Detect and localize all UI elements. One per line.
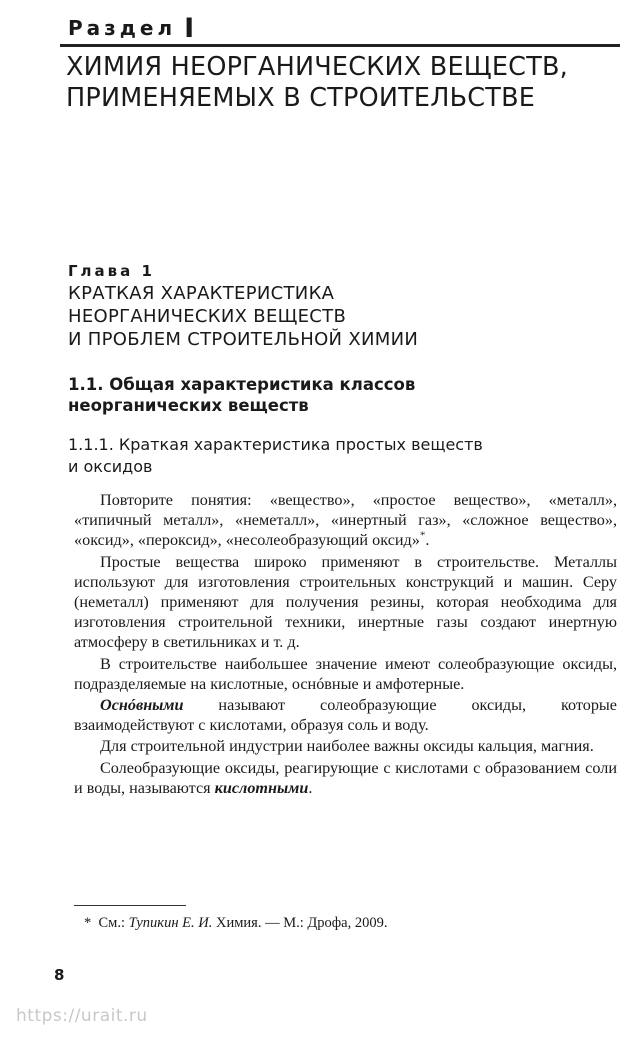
section-title — [66, 52, 621, 114]
chapter-label: Глава 1 — [68, 262, 155, 280]
paragraph: Для строительной индустрии наиболее важны оксиды кальция, магния. — [100, 737, 594, 756]
watermark: https://urait.ru — [16, 1006, 148, 1026]
term-emphasis: Оснóвными — [100, 696, 184, 715]
footnote-reference: * — [419, 530, 426, 543]
footnote-author: Тупикин Е. И. — [128, 915, 213, 931]
paragraph: Простые вещества широко применяют в строительстве. Металлы используют для изготовления строительных конструкций и машин. Серу (неметалл) применяют для получения резины, которая необходима для изготовления строительной техники, инертные газы создают инертную атмосферу в светильниках и т. д. — [74, 552, 617, 652]
section-title-line: ХИМИЯ НЕОРГАНИЧЕСКИХ ВЕЩЕСТВ, — [66, 52, 568, 82]
chapter-title — [68, 282, 568, 351]
chapter-title-line: КРАТКАЯ ХАРАКТЕРИСТИКА — [68, 283, 335, 304]
subsubsection-heading-line: и оксидов — [68, 457, 153, 476]
paragraph: Оснóвными называют солеобразующие оксиды, которые взаимодействуют с кислотами, образуя соль и воду. — [74, 696, 617, 735]
subsubsection-heading-line: 1.1.1. Краткая характеристика простых веществ — [68, 435, 483, 454]
footnote-mark: * — [84, 915, 92, 931]
footnote-divider — [74, 905, 186, 906]
subsection-heading-line: неорганических веществ — [68, 396, 309, 415]
paragraph: В строительстве наибольшее значение имеют солеобразующие оксиды, подразделяемые на кислотные, оснóвные и амфотерные. — [74, 654, 617, 693]
section-title-line: ПРИМЕНЯЕМЫХ В СТРОИТЕЛЬСТВЕ — [66, 83, 536, 113]
section-number: I — [184, 13, 195, 44]
body-text — [74, 490, 617, 799]
chapter-title-line: НЕОРГАНИЧЕСКИХ ВЕЩЕСТВ — [68, 306, 347, 327]
paragraph: Повторите понятия: «вещество», «простое вещество», «металл», «типичный металл», «неметалл», «инертный газ», «сложное вещество», «оксид», «пероксид», «несолеобразующий оксид»*. — [74, 491, 617, 550]
page-number: 8 — [54, 966, 65, 984]
section-divider — [60, 44, 620, 47]
subsubsection-heading — [68, 434, 588, 478]
subsection-heading — [68, 374, 568, 416]
footnote: * См.: Тупикин Е. И. Химия. — М.: Дрофа, 2009. — [84, 915, 388, 931]
paragraph: Солеобразующие оксиды, реагирующие с кислотами с образованием соли и воды, называются кислотными. — [74, 758, 617, 797]
section-label-text: Раздел — [68, 16, 177, 40]
section-label — [68, 11, 194, 42]
term-emphasis: кислотными — [214, 778, 309, 797]
chapter-title-line: И ПРОБЛЕМ СТРОИТЕЛЬНОЙ ХИМИИ — [68, 329, 419, 350]
subsection-heading-line: 1.1. Общая характеристика классов — [68, 375, 416, 394]
